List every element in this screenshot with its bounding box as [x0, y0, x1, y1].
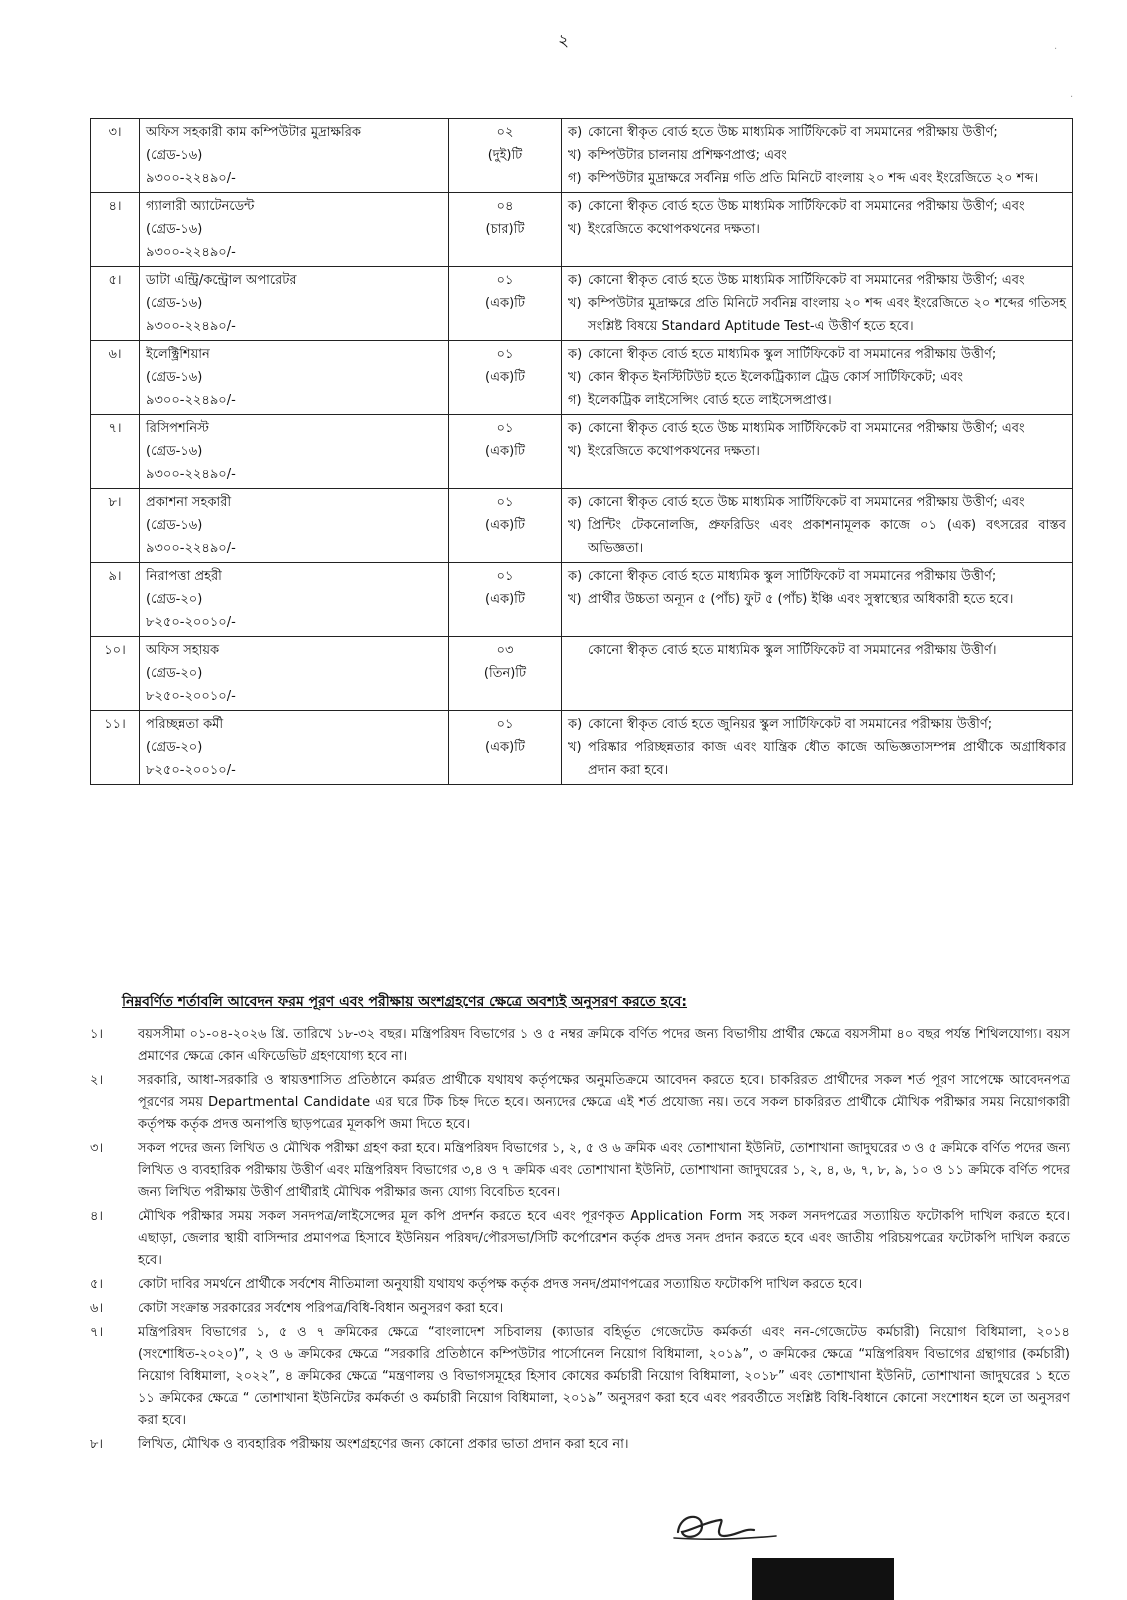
post-count-number: ০৪ — [496, 199, 514, 214]
post-row — [91, 119, 1073, 193]
post-count-words: (তিন)টি — [483, 666, 527, 681]
qualification-item — [568, 366, 1066, 389]
condition-item — [90, 1138, 1070, 1204]
qualification-marker — [568, 639, 588, 662]
post-info — [140, 341, 449, 415]
post-grade: (গ্রেড-১৬) — [146, 518, 203, 533]
post-info — [140, 711, 449, 785]
condition-item — [90, 1070, 1070, 1136]
post-count — [449, 267, 562, 341]
qualification-text: কোন স্বীকৃত ইনস্টিটিউট হতে ইলেকট্রিক্যাল ট্রেড কোর্স সার্টিফিকেট; এবং — [588, 370, 964, 385]
qualification-text: কোনো স্বীকৃত বোর্ড হতে উচ্চ মাধ্যমিক সার্টিফিকেট বা সমমানের পরীক্ষায় উত্তীর্ণ; এবং — [588, 495, 1025, 510]
qualification-marker: ক) — [568, 273, 583, 288]
post-serial: ৬। — [91, 341, 140, 415]
qualification-text: কোনো স্বীকৃত বোর্ড হতে মাধ্যমিক স্কুল সার্টিফিকেট বা সমমানের পরীক্ষায় উত্তীর্ণ; — [588, 569, 997, 584]
signature — [672, 1500, 782, 1550]
condition-item — [90, 1434, 1070, 1456]
qualification-marker: ক) — [568, 347, 583, 362]
qualification-marker: খ) — [568, 296, 582, 311]
post-count-words: (চার)টি — [485, 222, 525, 237]
post-qualifications — [562, 563, 1073, 637]
qualification-text: কোনো স্বীকৃত বোর্ড হতে উচ্চ মাধ্যমিক সার্টিফিকেট বা সমমানের পরীক্ষায় উত্তীর্ণ; — [588, 125, 998, 140]
post-info — [140, 489, 449, 563]
condition-text: কোটা সংক্রান্ত সরকারের সর্বশেষ পরিপত্র/বিধি-বিধান অনুসরণ করা হবে। — [138, 1301, 504, 1316]
post-scale: ৯৩০০-২২৪৯০/- — [146, 467, 236, 482]
page-number: ২ — [557, 31, 570, 51]
qualification-item — [568, 167, 1066, 190]
condition-number: ২। — [90, 1073, 104, 1088]
condition-text: কোটা দাবির সমর্থনে প্রার্থীকে সর্বশেষ নীতিমালা অনুযায়ী যথাযথ কর্তৃপক্ষ কর্তৃক প্রদত্ত সনদ/প্রমাণপত্রের সত্যায়িত ফটোকপি দাখিল করতে হবে। — [138, 1277, 863, 1292]
qualification-item — [568, 588, 1066, 611]
condition-item — [90, 1322, 1070, 1432]
post-grade: (গ্রেড-২০) — [146, 666, 203, 681]
qualification-item — [568, 389, 1066, 412]
qualification-marker: ক) — [568, 569, 583, 584]
post-name: পরিচ্ছন্নতা কর্মী — [146, 717, 224, 732]
qualification-marker: ক) — [568, 495, 583, 510]
post-count — [449, 341, 562, 415]
qualification-marker: খ) — [568, 148, 582, 163]
post-grade: (গ্রেড-২০) — [146, 740, 203, 755]
qualification-marker: খ) — [568, 444, 582, 459]
post-name: গ্যালারী অ্যাটেনডেন্ট — [146, 199, 255, 214]
qualification-text: কোনো স্বীকৃত বোর্ড হতে উচ্চ মাধ্যমিক সার্টিফিকেট বা সমমানের পরীক্ষায় উত্তীর্ণ; এবং — [588, 199, 1025, 214]
condition-number: ১। — [90, 1027, 104, 1042]
post-grade: (গ্রেড-১৬) — [146, 296, 203, 311]
qualification-item — [568, 144, 1066, 167]
post-qualifications — [562, 193, 1073, 267]
post-serial: ৩। — [91, 119, 140, 193]
condition-number: ৭। — [90, 1325, 104, 1340]
post-count — [449, 711, 562, 785]
post-count-number: ০১ — [496, 347, 514, 362]
post-count-number: ০১ — [496, 421, 514, 436]
condition-text: বয়সসীমা ০১-০৪-২০২৬ খ্রি. তারিখে ১৮-৩২ বছর। মন্ত্রিপরিষদ বিভাগের ১ ও ৫ নম্বর ক্রমিকে বর্ণিত পদের জন্য বিভাগীয় প্রার্থীর ক্ষেত্রে বয়সসীমা ৪০ বছর পর্যন্ত শিথিলযোগ্য। বয়স প্রমাণের ক্ষেত্রে কোন এফিডেভিট গ্রহণযোগ্য হবে না। — [138, 1027, 1070, 1064]
post-count — [449, 489, 562, 563]
post-count — [449, 119, 562, 193]
qualification-text: প্রিন্টিং টেকনোলজি, প্রুফরিডিং এবং প্রকাশনামূলক কাজে ০১ (এক) বৎসরের বাস্তব অভিজ্ঞতা। — [588, 518, 1066, 556]
qualification-marker: গ) — [568, 171, 582, 186]
condition-text: মৌখিক পরীক্ষার সময় সকল সনদপত্র/লাইসেন্সের মূল কপি প্রদর্শন করতে হবে এবং পূরণকৃত Application Form সহ সকল সনদপত্রের সত্যায়িত ফটোকপি দাখিল করতে হবে। এছাড়া, জেলার স্থায়ী বাসিন্দার প্রমাণপত্র হিসাবে ইউনিয়ন পরিষদ/পৌরসভা/সিটি কর্পোরেশন কর্তৃক প্রদত্ত সনদ প্রদান করতে হবে এবং জাতীয় পরিচয়পত্রের ফটোকপি দাখিল করতে হবে। — [138, 1209, 1070, 1268]
qualification-item — [568, 343, 1066, 366]
post-count-number: ০১ — [496, 717, 514, 732]
post-row — [91, 563, 1073, 637]
qualification-text: কোনো স্বীকৃত বোর্ড হতে মাধ্যমিক স্কুল সার্টিফিকেট বা সমমানের পরীক্ষায় উত্তীর্ণ। — [588, 643, 997, 658]
condition-item — [90, 1206, 1070, 1272]
condition-text: সকল পদের জন্য লিখিত ও মৌখিক পরীক্ষা গ্রহণ করা হবে। মন্ত্রিপরিষদ বিভাগের ১, ২, ৫ ও ৬ ক্রমিক এবং তোশাখানা ইউনিট, তোশাখানা জাদুঘরের ৩ ও ৫ ক্রমিকে বর্ণিত পদের জন্য লিখিত ও ব্যবহারিক পরীক্ষায় উত্তীর্ণ এবং মন্ত্রিপরিষদ বিভাগের ৩,৪ ও ৭ ক্রমিক এবং তোশাখানা ইউনিট, তোশাখানা জাদুঘরের ১, ২, ৪, ৬, ৭, ৮, ৯, ১০ ও ১১ ক্রমিকে বর্ণিত পদের জন্য লিখিত পরীক্ষায় উত্তীর্ণ প্রার্থীরাই মৌখিক পরীক্ষার জন্য যোগ্য বিবেচিত হবেন। — [138, 1141, 1070, 1200]
condition-number: ৫। — [90, 1277, 104, 1292]
post-info — [140, 119, 449, 193]
post-qualifications — [562, 489, 1073, 563]
qualification-item — [568, 121, 1066, 144]
scan-speck: · — [1054, 44, 1058, 55]
qualification-text: কম্পিউটার মুদ্রাক্ষরে প্রতি মিনিটে সর্বনিম্ন বাংলায় ২০ শব্দ এবং ইংরেজিতে ২০ শব্দের গতিসহ সংশ্লিষ্ট বিষয়ে Standard Aptitude Test-এ উত্তীর্ণ হতে হবে। — [588, 296, 1066, 334]
scan-speck: · — [1070, 92, 1074, 103]
post-row — [91, 341, 1073, 415]
condition-text: সরকারি, আধা-সরকারি ও স্বায়ত্তশাসিত প্রতিষ্ঠানে কর্মরত প্রার্থীকে যথাযথ কর্তৃপক্ষের অনুমতিক্রমে আবেদন করতে হবে। চাকরিরত প্রার্থীদের সকল শর্ত পূরণ সাপেক্ষে আবেদনপত্র পূরণের সময় Departmental Candidate এর ঘরে টিক চিহ্ন দিতে হবে। অন্যদের ক্ষেত্রে এই শর্ত প্রযোজ্য নয়। তবে সকল চাকরিরত প্রার্থীকে মৌখিক পরীক্ষার সময় নিয়োগকারী কর্তৃপক্ষ কর্তৃক প্রদত্ত অনাপত্তি ছাড়পত্রের মূলকপি জমা দিতে হবে। — [138, 1073, 1070, 1132]
post-info — [140, 193, 449, 267]
post-name: প্রকাশনা সহকারী — [146, 495, 232, 510]
post-grade: (গ্রেড-১৬) — [146, 222, 203, 237]
post-row — [91, 711, 1073, 785]
post-row — [91, 489, 1073, 563]
condition-item — [90, 1024, 1070, 1068]
post-info — [140, 415, 449, 489]
qualification-item — [568, 417, 1066, 440]
post-scale: ৯৩০০-২২৪৯০/- — [146, 541, 236, 556]
qualification-item — [568, 292, 1066, 338]
condition-number: ৮। — [90, 1437, 104, 1452]
qualification-text: কোনো স্বীকৃত বোর্ড হতে উচ্চ মাধ্যমিক সার্টিফিকেট বা সমমানের পরীক্ষায় উত্তীর্ণ; এবং — [588, 421, 1025, 436]
post-qualifications — [562, 711, 1073, 785]
post-name: নিরাপত্তা প্রহরী — [146, 569, 222, 584]
post-count-number: ০২ — [496, 125, 514, 140]
post-count-words: (এক)টি — [485, 518, 525, 533]
condition-text: লিখিত, মৌখিক ও ব্যবহারিক পরীক্ষায় অংশগ্রহণের জন্য কোনো প্রকার ভাতা প্রদান করা হবে না। — [138, 1437, 629, 1452]
qualification-text: কোনো স্বীকৃত বোর্ড হতে জুনিয়র স্কুল সার্টিফিকেট বা সমমানের পরীক্ষায় উত্তীর্ণ; — [588, 717, 993, 732]
post-serial: ৮। — [91, 489, 140, 563]
post-serial: ৭। — [91, 415, 140, 489]
qualification-marker: খ) — [568, 370, 582, 385]
qualification-text: কোনো স্বীকৃত বোর্ড হতে মাধ্যমিক স্কুল সার্টিফিকেট বা সমমানের পরীক্ষায় উত্তীর্ণ; — [588, 347, 997, 362]
post-count-words: (এক)টি — [485, 296, 525, 311]
post-info — [140, 267, 449, 341]
qualification-marker: ক) — [568, 421, 583, 436]
post-count-words: (এক)টি — [485, 370, 525, 385]
qualification-marker: খ) — [568, 518, 582, 533]
post-qualifications — [562, 415, 1073, 489]
post-scale: ৯৩০০-২২৪৯০/- — [146, 393, 236, 408]
post-scale: ৮২৫০-২০০১০/- — [146, 763, 236, 778]
post-row — [91, 415, 1073, 489]
qualification-item — [568, 639, 1066, 662]
post-count-number: ০১ — [496, 495, 514, 510]
condition-item — [90, 1274, 1070, 1296]
qualification-item — [568, 713, 1066, 736]
post-info — [140, 563, 449, 637]
qualification-text: কোনো স্বীকৃত বোর্ড হতে উচ্চ মাধ্যমিক সার্টিফিকেট বা সমমানের পরীক্ষায় উত্তীর্ণ; এবং — [588, 273, 1025, 288]
qualification-text: কম্পিউটার মুদ্রাক্ষরে সর্বনিম্ন গতি প্রতি মিনিটে বাংলায় ২০ শব্দ এবং ইংরেজিতে ২০ শব্দ। — [588, 171, 1039, 186]
qualification-text: ইংরেজিতে কথোপকথনের দক্ষতা। — [588, 222, 760, 237]
post-grade: (গ্রেড-১৬) — [146, 370, 203, 385]
qualification-text: প্রার্থীর উচ্চতা অন্যূন ৫ (পাঁচ) ফুট ৫ (পাঁচ) ইঞ্চি এবং সুস্বাস্থ্যের অধিকারী হতে হবে। — [588, 592, 1014, 607]
post-grade: (গ্রেড-১৬) — [146, 444, 203, 459]
post-serial: ৯। — [91, 563, 140, 637]
post-serial: ১০। — [91, 637, 140, 711]
post-count-number: ০১ — [496, 569, 514, 584]
post-count-words: (এক)টি — [485, 592, 525, 607]
post-count — [449, 637, 562, 711]
post-row — [91, 637, 1073, 711]
post-name: ডাটা এন্ট্রি/কন্ট্রোল অপারেটর — [146, 273, 297, 288]
redaction-bar — [752, 1558, 894, 1600]
post-count — [449, 415, 562, 489]
qualification-item — [568, 736, 1066, 782]
post-count — [449, 563, 562, 637]
qualification-marker: খ) — [568, 592, 582, 607]
qualification-marker: ক) — [568, 125, 583, 140]
condition-number: ৩। — [90, 1141, 104, 1156]
qualification-marker: ক) — [568, 717, 583, 732]
qualification-item — [568, 269, 1066, 292]
post-name: রিসিপশনিস্ট — [146, 421, 209, 436]
qualification-marker: খ) — [568, 222, 582, 237]
post-qualifications — [562, 119, 1073, 193]
post-name: অফিস সহকারী কাম কম্পিউটার মুদ্রাক্ষরিক — [146, 125, 361, 140]
qualification-marker: গ) — [568, 393, 582, 408]
qualification-item — [568, 491, 1066, 514]
condition-text: মন্ত্রিপরিষদ বিভাগের ১, ৫ ও ৭ ক্রমিকের ক্ষেত্রে “বাংলাদেশ সচিবালয় (ক্যাডার বহির্ভূত গেজেটেড কর্মকর্তা এবং নন-গেজেটেড কর্মচারী) নিয়োগ বিধিমালা, ২০১৪ (সংশোধিত-২০২০)”, ২ ও ৬ ক্রমিকের ক্ষেত্রে “সরকারি প্রতিষ্ঠানে কম্পিউটার পার্সোনেল নিয়োগ বিধিমালা, ২০১৯”, ৩ ক্রমিকের ক্ষেত্রে “মন্ত্রিপরিষদ বিভাগের গ্রন্থাগার (কর্মচারী) নিয়োগ বিধিমালা, ২০২২”, ৪ ক্রমিকের ক্ষেত্রে “মন্ত্রণালয় ও বিভাগসমূহের হিসাব কোষের কর্মচারী নিয়োগ বিধিমালা, ২০১৮” এবং তোশাখানা ইউনিট, তোশাখানা জাদুঘরের ১ হতে ১১ ক্রমিকের ক্ষেত্রে “ তোশাখানা ইউনিটের কর্মকর্তা ও কর্মচারী নিয়োগ বিধিমালা, ২০১৯” অনুসরণ করা হবে এবং পরবর্তীতে সংশ্লিষ্ট বিধি-বিধানে কোনো সংশোধন হলে তা অনুসরণ করা হবে। — [138, 1325, 1070, 1428]
qualification-item — [568, 218, 1066, 241]
post-qualifications — [562, 267, 1073, 341]
qualification-marker: খ) — [568, 740, 582, 755]
post-qualifications — [562, 341, 1073, 415]
qualification-item — [568, 514, 1066, 560]
post-grade: (গ্রেড-২০) — [146, 592, 203, 607]
post-scale: ৯৩০০-২২৪৯০/- — [146, 319, 236, 334]
post-count-number: ০৩ — [496, 643, 514, 658]
post-qualifications — [562, 637, 1073, 711]
qualification-item — [568, 565, 1066, 588]
conditions-title: নিম্নবর্ণিত শর্তাবলি আবেদন ফরম পূরণ এবং পরীক্ষায় অংশগ্রহণের ক্ষেত্রে অবশ্যই অনুসরণ করতে হবে: — [122, 994, 688, 1010]
qualification-text: পরিষ্কার পরিচ্ছন্নতার কাজ এবং যান্ত্রিক ধৌত কাজে অভিজ্ঞতাসম্পন্ন প্রার্থীকে অগ্রাধিকার প্রদান করা হবে। — [588, 740, 1066, 778]
post-scale: ৯৩০০-২২৪৯০/- — [146, 171, 236, 186]
posts-table — [90, 118, 1073, 785]
qualification-text: ইংরেজিতে কথোপকথনের দক্ষতা। — [588, 444, 760, 459]
post-name: অফিস সহায়ক — [146, 643, 220, 658]
qualification-text: কম্পিউটার চালনায় প্রশিক্ষণপ্রাপ্ত; এবং — [588, 148, 787, 163]
post-info — [140, 637, 449, 711]
post-serial: ১১। — [91, 711, 140, 785]
qualification-marker: ক) — [568, 199, 583, 214]
post-name: ইলেক্ট্রিশিয়ান — [146, 347, 210, 362]
post-serial: ৫। — [91, 267, 140, 341]
qualification-text: ইলেকট্রিক লাইসেন্সিং বোর্ড হতে লাইসেন্সপ্রাপ্ত। — [588, 393, 832, 408]
post-count-words: (এক)টি — [485, 740, 525, 755]
post-scale: ৯৩০০-২২৪৯০/- — [146, 245, 236, 260]
post-count — [449, 193, 562, 267]
post-count-words: (এক)টি — [485, 444, 525, 459]
post-grade: (গ্রেড-১৬) — [146, 148, 203, 163]
qualification-item — [568, 195, 1066, 218]
posts-table-body — [91, 119, 1073, 785]
post-row — [91, 267, 1073, 341]
condition-number: ৬। — [90, 1301, 104, 1316]
qualification-item — [568, 440, 1066, 463]
post-scale: ৮২৫০-২০০১০/- — [146, 689, 236, 704]
post-row — [91, 193, 1073, 267]
post-serial: ৪। — [91, 193, 140, 267]
condition-number: ৪। — [90, 1209, 104, 1224]
conditions-list — [90, 1024, 1070, 1458]
condition-item — [90, 1298, 1070, 1320]
post-count-number: ০১ — [496, 273, 514, 288]
post-scale: ৮২৫০-২০০১০/- — [146, 615, 236, 630]
post-count-words: (দুই)টি — [487, 148, 523, 163]
